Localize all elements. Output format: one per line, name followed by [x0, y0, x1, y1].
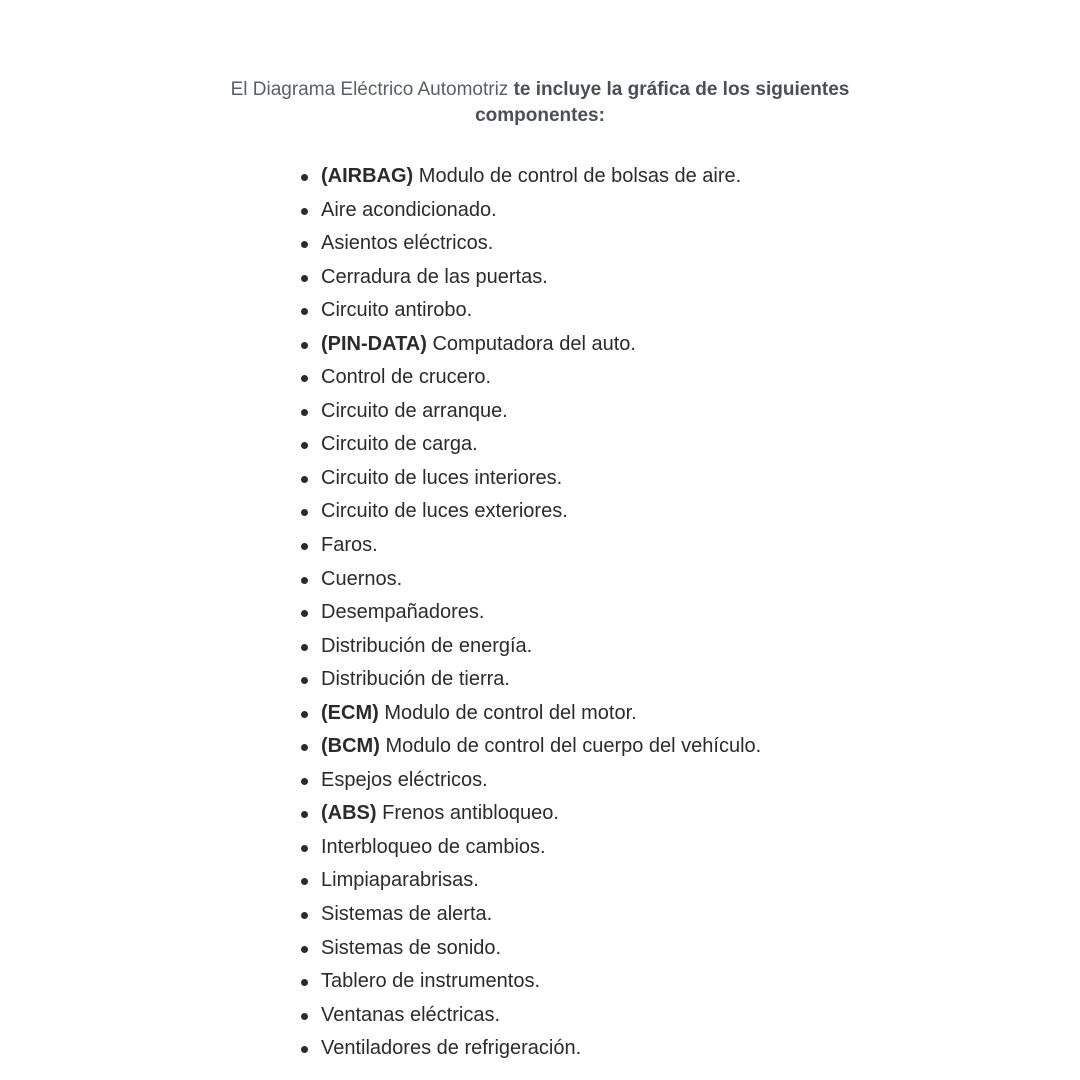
list-item: [300, 495, 920, 529]
list-item: [300, 797, 920, 831]
list-item: [300, 864, 920, 898]
bullet-icon: [301, 845, 308, 852]
intro-normal-text: El Diagrama Eléctrico Automotriz: [230, 79, 514, 100]
bullet-icon: [301, 677, 308, 684]
list-item: [300, 831, 920, 865]
item-text: Distribución de energía.: [321, 634, 533, 657]
list-item: [300, 730, 920, 764]
list-item: [300, 965, 920, 999]
item-text: Faros.: [321, 534, 378, 557]
item-text: Desempañadores.: [321, 601, 485, 624]
item-text: Sistemas de alerta.: [321, 903, 493, 926]
item-text: Interbloqueo de cambios.: [321, 835, 546, 858]
list-item: [300, 294, 920, 328]
item-text: Limpiaparabrisas.: [321, 869, 479, 892]
list-item: [300, 1032, 920, 1066]
list-item: [300, 663, 920, 697]
item-text: Sistemas de sonido.: [321, 936, 502, 959]
item-text: Modulo de control del cuerpo del vehículo.: [385, 735, 762, 758]
bullet-icon: [301, 946, 308, 953]
bullet-icon: [301, 912, 308, 919]
list-item: [300, 361, 920, 395]
item-text: Espejos eléctricos.: [321, 768, 488, 791]
bullet-icon: [301, 577, 308, 584]
bullet-icon: [301, 811, 308, 818]
item-acronym: (AIRBAG): [321, 165, 414, 187]
bullet-icon: [301, 1013, 308, 1020]
item-text: Tablero de instrumentos.: [321, 970, 541, 993]
component-list: [300, 160, 920, 1066]
list-item: [300, 529, 920, 563]
bullet-icon: [301, 174, 308, 181]
bullet-icon: [301, 476, 308, 483]
item-text: Circuito antirobo.: [321, 299, 473, 322]
item-text: Circuito de carga.: [321, 433, 478, 456]
bullet-icon: [301, 208, 308, 215]
item-text: Cerradura de las puertas.: [321, 265, 548, 288]
bullet-icon: [301, 509, 308, 516]
item-text: Distribución de tierra.: [321, 668, 510, 691]
bullet-icon: [301, 241, 308, 248]
list-item: [300, 898, 920, 932]
list-item: [300, 328, 920, 362]
list-item: [300, 261, 920, 295]
bullet-icon: [301, 409, 308, 416]
list-item: [300, 227, 920, 261]
list-item: [300, 563, 920, 597]
intro-bold-text: te incluye la gráfica de los siguientes componentes:: [475, 79, 850, 126]
bullet-icon: [301, 543, 308, 550]
item-acronym: (ECM): [321, 701, 379, 724]
list-item: [300, 395, 920, 429]
bullet-icon: [301, 979, 308, 986]
list-item: [300, 160, 920, 194]
bullet-icon: [301, 711, 308, 718]
item-text: Ventiladores de refrigeración.: [321, 1037, 582, 1060]
bullet-icon: [301, 375, 308, 382]
bullet-icon: [301, 610, 308, 617]
item-text: Cuernos.: [321, 567, 403, 590]
item-text: Modulo de control del motor.: [384, 701, 637, 724]
item-text: Frenos antibloqueo.: [382, 802, 559, 825]
item-text: Computadora del auto.: [432, 332, 636, 355]
item-acronym: (BCM): [321, 735, 380, 758]
item-text: Circuito de arranque.: [321, 399, 508, 422]
bullet-icon: [301, 1046, 308, 1053]
list-item: [300, 428, 920, 462]
list-item: [300, 630, 920, 664]
item-text: Asientos eléctricos.: [321, 232, 494, 255]
bullet-icon: [301, 442, 308, 449]
item-text: Control de crucero.: [321, 366, 492, 389]
item-text: Modulo de control de bolsas de aire.: [418, 165, 742, 187]
list-item: [300, 194, 920, 228]
item-text: Aire acondicionado.: [321, 198, 497, 221]
item-text: Circuito de luces exteriores.: [321, 500, 568, 523]
intro-paragraph: [220, 77, 860, 129]
list-item: [300, 596, 920, 630]
bullet-icon: [301, 644, 308, 651]
item-text: Ventanas eléctricas.: [321, 1003, 500, 1026]
list-item: [300, 462, 920, 496]
list-item: [300, 932, 920, 966]
bullet-icon: [301, 744, 308, 751]
item-text: Circuito de luces interiores.: [321, 466, 563, 489]
item-acronym: (ABS): [321, 802, 377, 825]
list-item: [300, 764, 920, 798]
bullet-icon: [301, 878, 308, 885]
bullet-icon: [301, 308, 308, 315]
list-item: [300, 697, 920, 731]
bullet-icon: [301, 778, 308, 785]
item-acronym: (PIN-DATA): [321, 332, 427, 355]
bullet-icon: [301, 275, 308, 282]
list-item: [300, 999, 920, 1033]
bullet-icon: [301, 342, 308, 349]
